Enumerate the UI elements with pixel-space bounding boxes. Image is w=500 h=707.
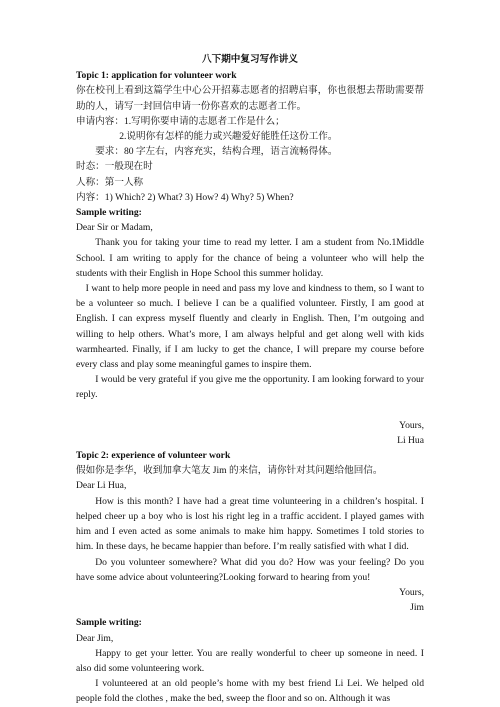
topic2-reply-paragraph-1: Happy to get your letter. You are really wonderful to cheer up someone in need. I also did some volunteering work. <box>76 647 424 674</box>
topic1-paragraph-1: Thank you for taking your time to read my letter. I am a student from No.1Middle School. I am writing to apply for the chance of being a volunteer who will help the students with their English in Hope School this summer holiday. <box>76 237 424 279</box>
topic2-greeting: Dear Li Hua, <box>76 480 127 492</box>
topic2-closing: Yours, <box>399 586 424 598</box>
topic1-heading: Topic 1: application for volunteer work <box>76 70 237 82</box>
topic2-reply-paragraph-2: I volunteered at an old people’s home with my best friend Li Lei. We helped old people fold the clothes , make the bed, sweep the floor and so on. Although it was <box>76 678 424 705</box>
spacer <box>76 403 424 418</box>
topic1-sample-label: Sample writing: <box>76 207 142 219</box>
document-title: 八下期中复习写作讲义 <box>202 54 298 65</box>
topic1-requirements: 要求：80 字左右，内容充实，结构合理，语言流畅得体。 <box>95 146 338 158</box>
topic1-closing: Yours, <box>399 419 424 431</box>
topic1-requirement-1: 申请内容：1.写明你要申请的志愿者工作是什么； <box>76 115 285 127</box>
topic2-paragraph-2: Do you volunteer somewhere? What did you do? How was your feeling? Do you have some advice about volunteering?Looking forward to hearing from you! <box>76 556 424 583</box>
topic2-paragraph-1: How is this month? I have had a great time volunteering in a children’s hospital. I helped cheer up a boy who is lost his right leg in a traffic accident. I played games with him and I even acted as some animals to make him happy. Sometimes I told stories to him. In these days, he became happier than before. I’m really satisfied with what I did. <box>76 495 424 553</box>
topic1-requirement-2: 2.说明你有怎样的能力或兴趣爱好能胜任这份工作。 <box>119 131 338 143</box>
topic2-reply-greeting: Dear Jim, <box>76 632 114 644</box>
topic2-signature: Jim <box>410 602 424 614</box>
topic2-sample-label: Sample writing: <box>76 617 142 629</box>
topic1-greeting: Dear Sir or Madam, <box>76 222 153 234</box>
topic1-tense: 时态：一般现在时 <box>76 161 153 173</box>
topic1-paragraph-3: I would be very grateful if you give me the opportunity. I am looking forward to your reply. <box>76 374 424 401</box>
topic1-prompt: 你在校刊上看到这篇学生中心公开招募志愿者的招聘启事，你也很想去帮助需要帮助的人，请写一封回信申请一份你喜欢的志愿者工作。 <box>76 85 424 112</box>
topic2-prompt: 假如你是李华，收到加拿大笔友 Jim 的来信，请你针对其问题给他回信。 <box>76 465 383 477</box>
topic2-heading: Topic 2: experience of volunteer work <box>76 450 231 462</box>
topic1-person: 人称：第一人称 <box>76 176 144 188</box>
topic1-content: 内容：1) Which? 2) What? 3) How? 4) Why? 5) When? <box>76 191 294 203</box>
topic1-paragraph-2: I want to help more people in need and pass my love and kindness to them, so I want to be a volunteer so much. I believe I can be a qualified volunteer. Firstly, I am good at English. I can express myself fluently and clearly in English. Then, I’m outgoing and willing to help others. What’s more, I am always helpful and get along well with kids warmhearted. Finally, if I am lucky to get the chance, I will prepare my course before every class and play some meaningful games to inspire them. <box>76 283 424 371</box>
topic1-signature: Li Hua <box>397 434 424 446</box>
